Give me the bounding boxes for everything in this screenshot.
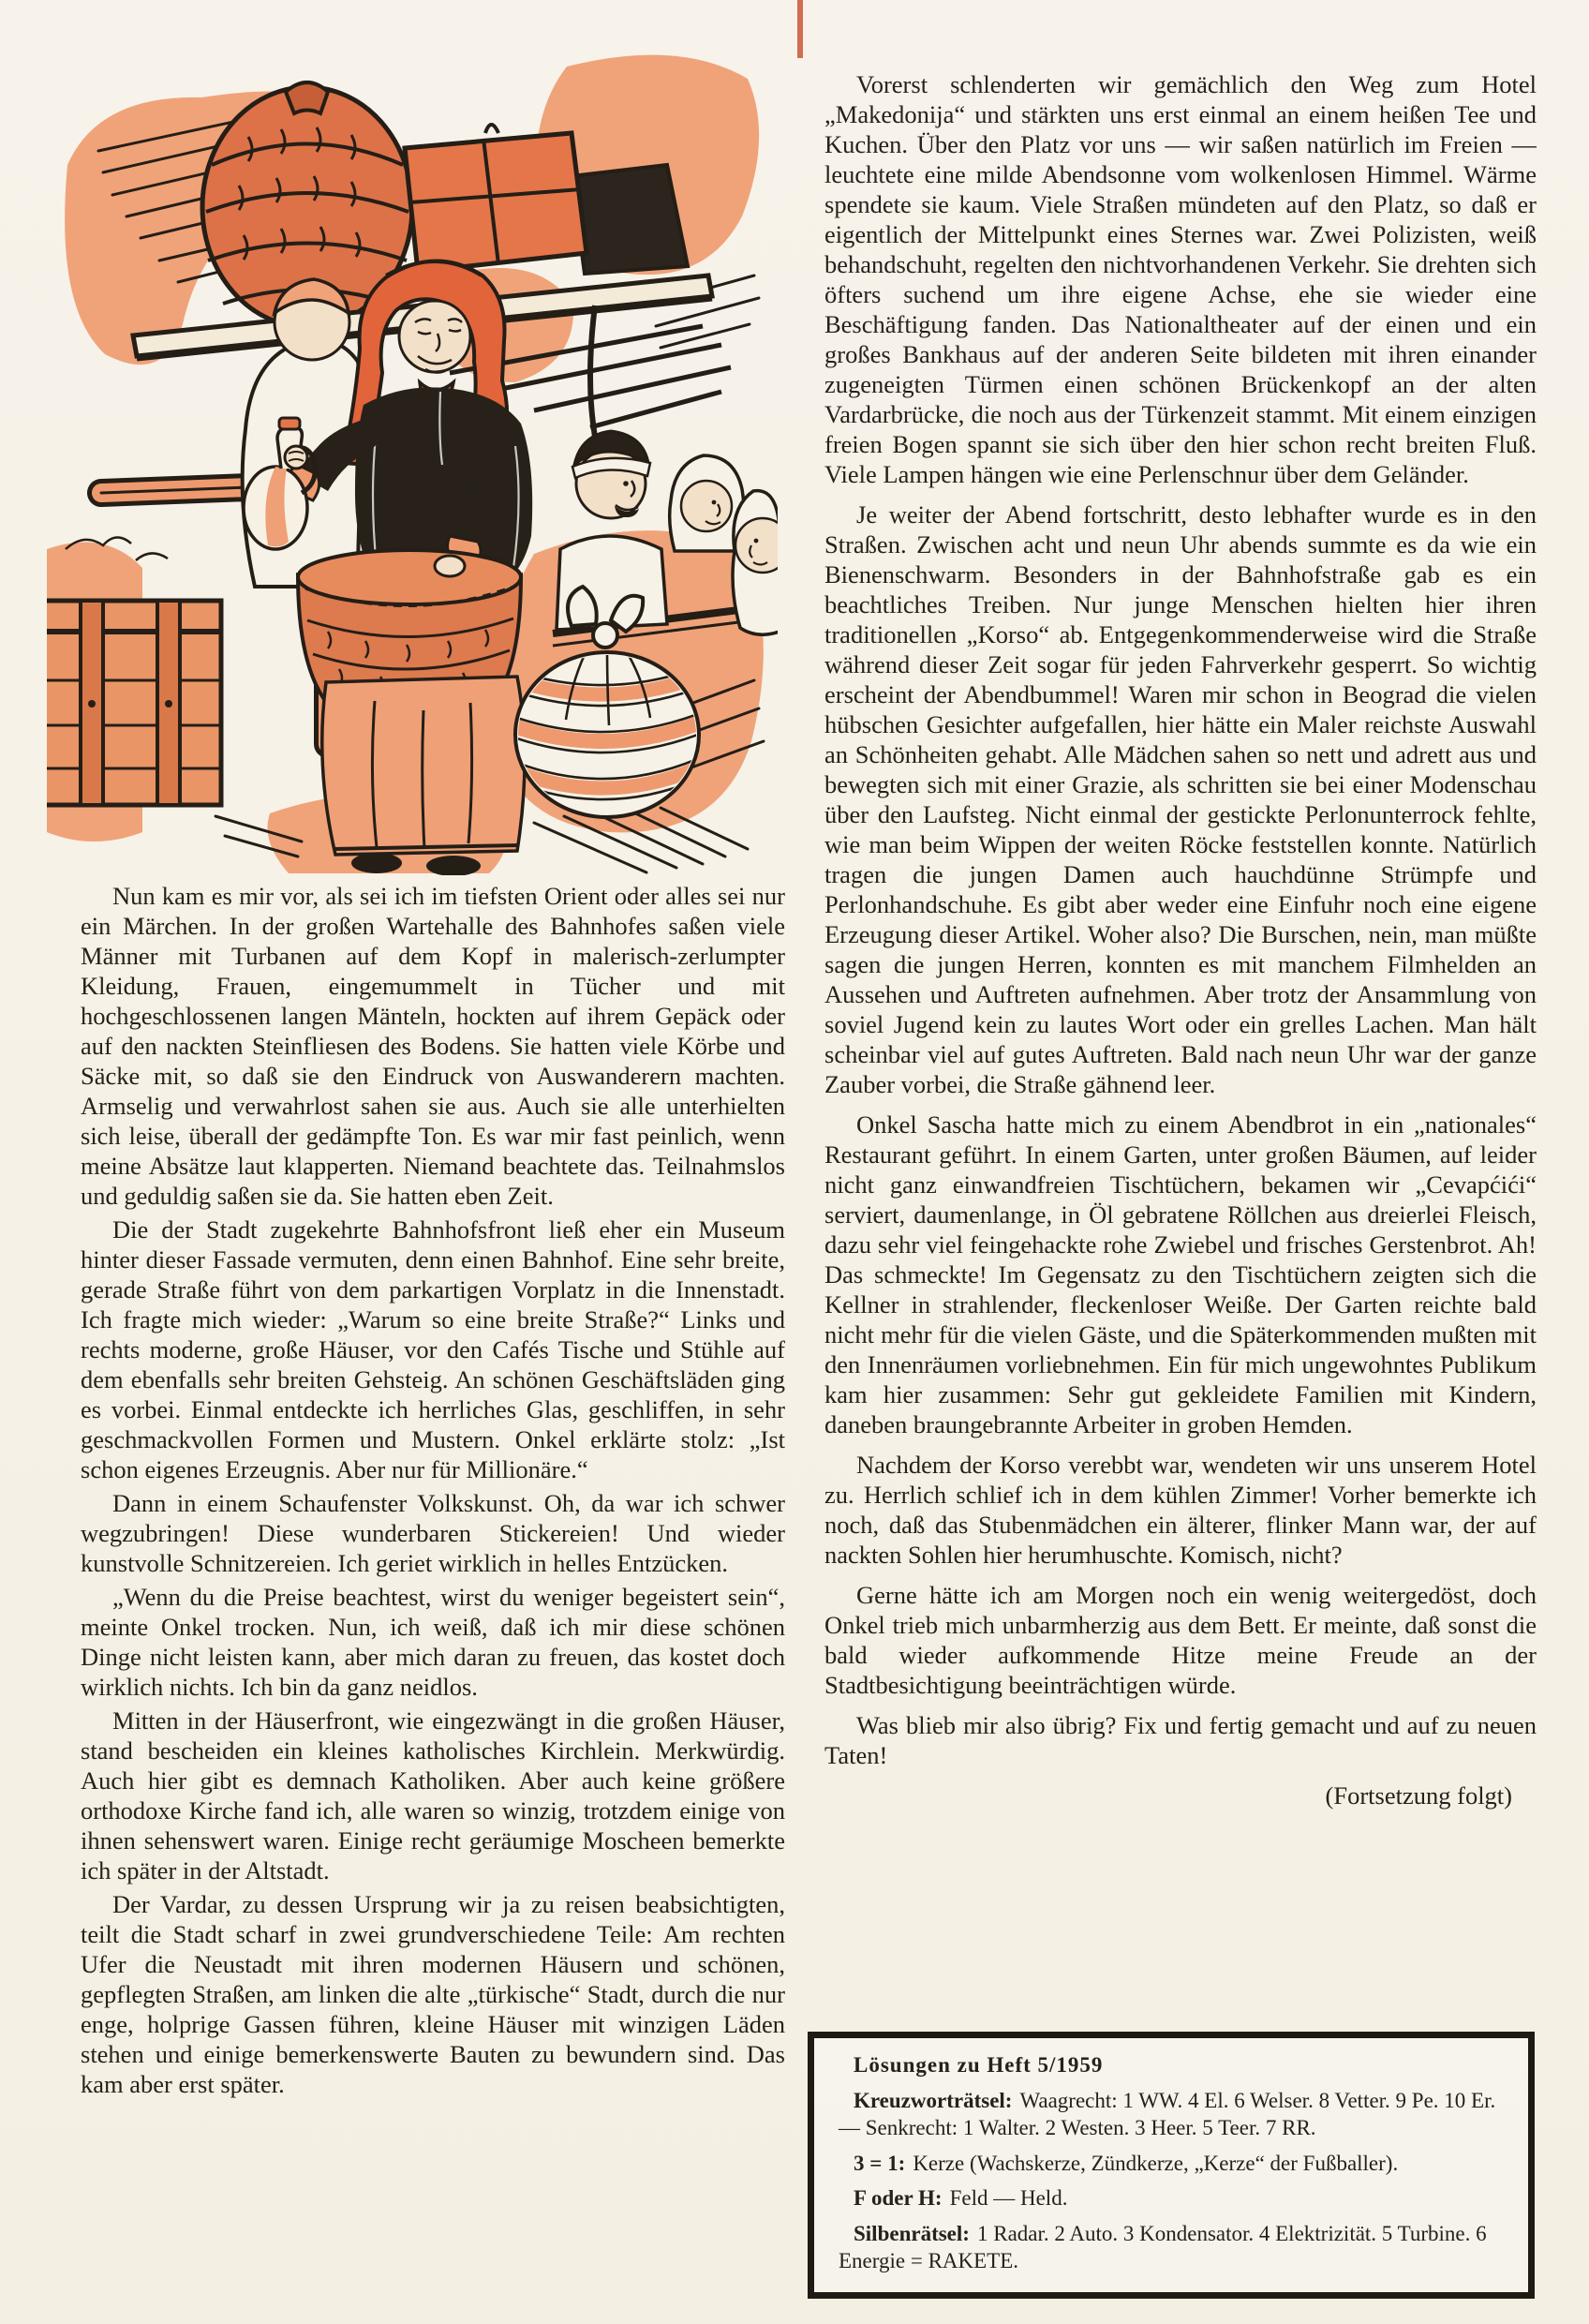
tied-parcel [405, 125, 587, 272]
shoe-left [351, 853, 402, 873]
paragraph: Nun kam es mir vor, als sei ich im tiefsten Orient oder alles sei nur ein Märchen. In der großen Wartehalle des Bahnhofes saßen viele Männer mit Turbanen auf dem Kopf in malerisch-zerlumpter Kleidung, Frauen, eingemummelt in Tücher und mit hochgeschlossenen langen Mänteln, hockten auf ihrem Gepäck oder auf den nackten Steinfliesen des Bodens. Sie hatten viele Körbe und Säcke mit, so daß sie den Eindruck von Auswanderern machten. Armselig und verwahrlost sahen sie aus. Auch sie alle unterhielten sich leise, überall der gedämpfte Ton. Es war mir fast peinlich, wenn meine Absätze laut klapperten. Niemand beachtete das. Teilnahmslos und geduldig saßen sie da. Sie hatten eben Zeit. [81, 882, 785, 1210]
illustration-waiting-hall [47, 24, 778, 875]
paragraph: Der Vardar, zu dessen Ursprung wir ja zu reisen beabsichtigten, teilt die Stadt scharf in zwei grundverschiedene Teile: Am rechten Ufer die Neustadt mit ihren modernen Häusern und schönen, gepflegten Straßen, am linken die alte „türkische“ Stadt, durch die nur enge, holprige Gassen führen, kleine Häuser mit winzigen Läden stehen und einige bemerkenswerte Bauten zu bewundern sind. Das kam aber erst später. [81, 1890, 785, 2098]
shoe-right [426, 856, 481, 875]
paragraph: Dann in einem Schaufenster Volkskunst. Oh, da war ich schwer wegzubringen! Diese wunderbaren Stickereien! Und wieder kunstvolle Schnitzereien. Ich geriet wirklich in helles Entzücken. [81, 1489, 785, 1577]
solution-label: Kreuzworträtsel: [854, 2088, 1013, 2112]
solution-text: Kerze (Wachskerze, Zündkerze, „Kerze“ der Fußballer). [913, 2151, 1399, 2175]
paragraph: Mitten in der Häuserfront, wie eingezwängt in die großen Häuser, stand bescheiden ein kleines katholisches Kirchlein. Merkwürdig. Auch hier gibt es demnach Katholiken. Aber auch keine größere orthodoxe Kirche fand ich, alle waren so winzig, trotzdem einige von ihnen sehenswert waren. Einige recht geräumige Moscheen bemerkte ich später in der Altstadt. [81, 1706, 785, 1885]
hand-on-basket [435, 556, 465, 576]
right-column [824, 69, 1537, 2026]
paragraph: Gerne hätte ich am Morgen noch ein wenig weitergedöst, doch Onkel trieb mich unbarmherzig aus dem Bett. Er meinte, daß sonst die bald wieder aufkommende Hitze meine Freude an der Stadtbesichtigung beeinträchtigen würde. [824, 1581, 1537, 1699]
solution-entry-f-oder-h [839, 2184, 1504, 2212]
paragraph: Onkel Sascha hatte mich zu einem Abendbrot in ein „nationales“ Restaurant geführt. In einem Garten, unter großen Bäumen, auf leider nicht ganz einwandfreien Tischtüchern, bekamen wir „Cevapćići“ serviert, daumenlange, in Öl gebratene Röllchen aus dreierlei Fleisch, dazu sehr viel feingehackte rohe Zwiebel und frisches Gerstenbrot. Ah! Das schmeckte! Im Gegensatz zu den Tischtüchern zeigten sich die Kellner in strahlender, fleckenloser Weiße. Der Garten reichte bald nicht mehr für die vielen Gäste, und die Späterkommenden mußten mit den Innenräumen vorliebnehmen. Ein für mich ungewohntes Publikum kam hier zusammen: Sehr gut gekleidete Familien mit Kindern, daneben braungebrannte Arbeiter in groben Hemden. [824, 1110, 1537, 1438]
skirt [322, 677, 525, 855]
paragraph: Vorerst schlenderten wir gemächlich den Weg zum Hotel „Makedonija“ und stärkten uns erst einmal an einem heißen Tee und Kuchen. Über den Platz vor uns — wir saßen natürlich im Freien — leuchtete eine milde Abendsonne vom wolkenlosen Himmel. Wärme spendete sie kaum. Viele Straßen mündeten auf den Platz, so daß er eigentlich der Mittelpunkt eines Sternes war. Zwei Polizisten, weiß behandschuht, regelten den nichtvorhandenen Verkehr. Sie drehten sich öfters suchend um ihre eigene Achse, ehe sie wieder eine Beschäftigung fanden. Das Nationaltheater auf der einen und ein großes Bankhaus auf der anderen Seite bildeten mit ihren einander zugeneigten Türmen einen schönen Brückenkopf an der alten Vardarbrücke, die noch aus der Türkenzeit stammt. Mit einem einzigen freien Bogen spannt sie sich über den hier schon recht breiten Fluß. Viele Lampen hängen wie eine Perlenschnur über dem Geländer. [824, 70, 1537, 488]
solutions-title: Lösungen zu Heft 5/1959 [854, 2053, 1104, 2077]
solution-label: Silbenrätsel: [854, 2221, 970, 2245]
headscarf-woman-2 [733, 491, 778, 635]
paragraph: „Wenn du die Preise beachtest, wirst du weniger begeistert sein“, meinte Onkel trocken. Nun, ich weiß, daß ich mir diese schönen Dinge nicht leisten kann, aber mich daran zu freuen, das kostet doch wirklich nichts. Ich bin da ganz neidlos. [81, 1583, 785, 1701]
solution-entry-three-equals-one [839, 2150, 1504, 2178]
print-registration-mark [797, 0, 803, 58]
solution-entry-crossword [839, 2087, 1504, 2142]
paragraph: Was blieb mir also übrig? Fix und fertig gemacht und auf zu neuen Taten! [824, 1711, 1537, 1769]
paragraph: Die der Stadt zugekehrte Bahnhofsfront ließ eher ein Museum hinter dieser Fassade vermuten, denn einen Bahnhof. Eine sehr breite, gerade Straße führt von dem parkartigen Vorplatz in die Innenstadt. Ich fragte mich wieder: „Warum so eine breite Straße?“ Links und rechts moderne, große Häuser, vor den Cafés Tische und Stühle auf dem ebenfalls sehr breiten Gehsteig. An schönen Geschäftsläden ging es vorbei. Einmal entdeckte ich herrliches Glas, geschliffen, in sehr geschmackvollen Formen und Mustern. Onkel erklärte stolz: „Ist schon eigenes Erzeugnis. Aber nur für Millionäre.“ [81, 1215, 785, 1483]
solution-text: 1 Radar. 2 Auto. 3 Kondensator. 4 Elektrizität. 5 Turbine. 6 Energie = RAKETE. [839, 2221, 1487, 2272]
solution-label: 3 = 1: [854, 2151, 906, 2175]
solution-label: F oder H: [854, 2186, 943, 2210]
paragraph: Nachdem der Korso verebbt war, wendeten wir uns unserem Hotel zu. Herrlich schlief ich in dem kühlen Zimmer! Vorher bemerkte ich noch, daß das Stubenmädchen ein älterer, flinker Mann war, der auf nackten Sohlen hier herumhuschte. Komisch, nicht? [824, 1451, 1537, 1569]
solution-text: Waagrecht: 1 WW. 4 El. 6 Welser. 8 Vetter. 9 Pe. 10 Er. — Senkrecht: 1 Walter. 2 Westen. 3 Heer. 5 Teer. 7 RR. [839, 2088, 1496, 2139]
dark-bag [572, 165, 688, 274]
continuation-note: (Fortsetzung folgt) [1325, 1781, 1512, 1810]
solution-entry-syllable-puzzle [839, 2220, 1504, 2275]
solution-text: Feld — Held. [949, 2186, 1068, 2210]
solutions-box [808, 2032, 1535, 2299]
paragraph: Je weiter der Abend fortschritt, desto lebhafter wurde es in den Straßen. Zwischen acht und neun Uhr abends summte es da wie ein Bienenschwarm. Besonders in der Bahnhofstraße gab es ein beachtliches Treiben. Nur junge Menschen hielten hier ihren traditionellen „Korso“ ab. Entgegenkommenderweise wird die Straße während dieser Zeit sogar für jeden Fahrverkehr gesperrt. So wichtig erscheint der Abendbummel! Waren mir schon in Beograd die vielen hübschen Gesichter aufgefallen, hier hätte ein Maler reichste Auswahl an Schönheiten gehabt. Alle Mädchen sahen so nett und adrett aus und bewegten sich mit einer Grazie, als schritten sie bei einer Modenschau über den Laufsteg. Nicht einmal der gestickte Perlonunterrock fehlte, wie man beim Wippen der weiten Röcke feststellen konnte. Natürlich tragen die jungen Damen auch hauchdünne Strümpfe und Perlonhandschuhe. Es gibt aber weder eine Einfuhr noch eine eigene Erzeugung dieser Artikel. Woher also? Die Burschen, nein, man müßte sagen die jungen Herren, konnten es mit manchem Filmhelden an Aussehen und Auftreten aufnehmen. Aber trotz der Ansammlung von soviel Jugend kein zu lautes Wort oder ein grelles Lachen. Man hält scheinbar viel auf gutes Auftreten. Bald nach neun Uhr war der ganze Zauber vorbei, die Straße gähnend leer. [824, 500, 1537, 1098]
illustration-drawing [47, 24, 778, 875]
face [399, 301, 470, 372]
left-column [81, 881, 785, 2318]
